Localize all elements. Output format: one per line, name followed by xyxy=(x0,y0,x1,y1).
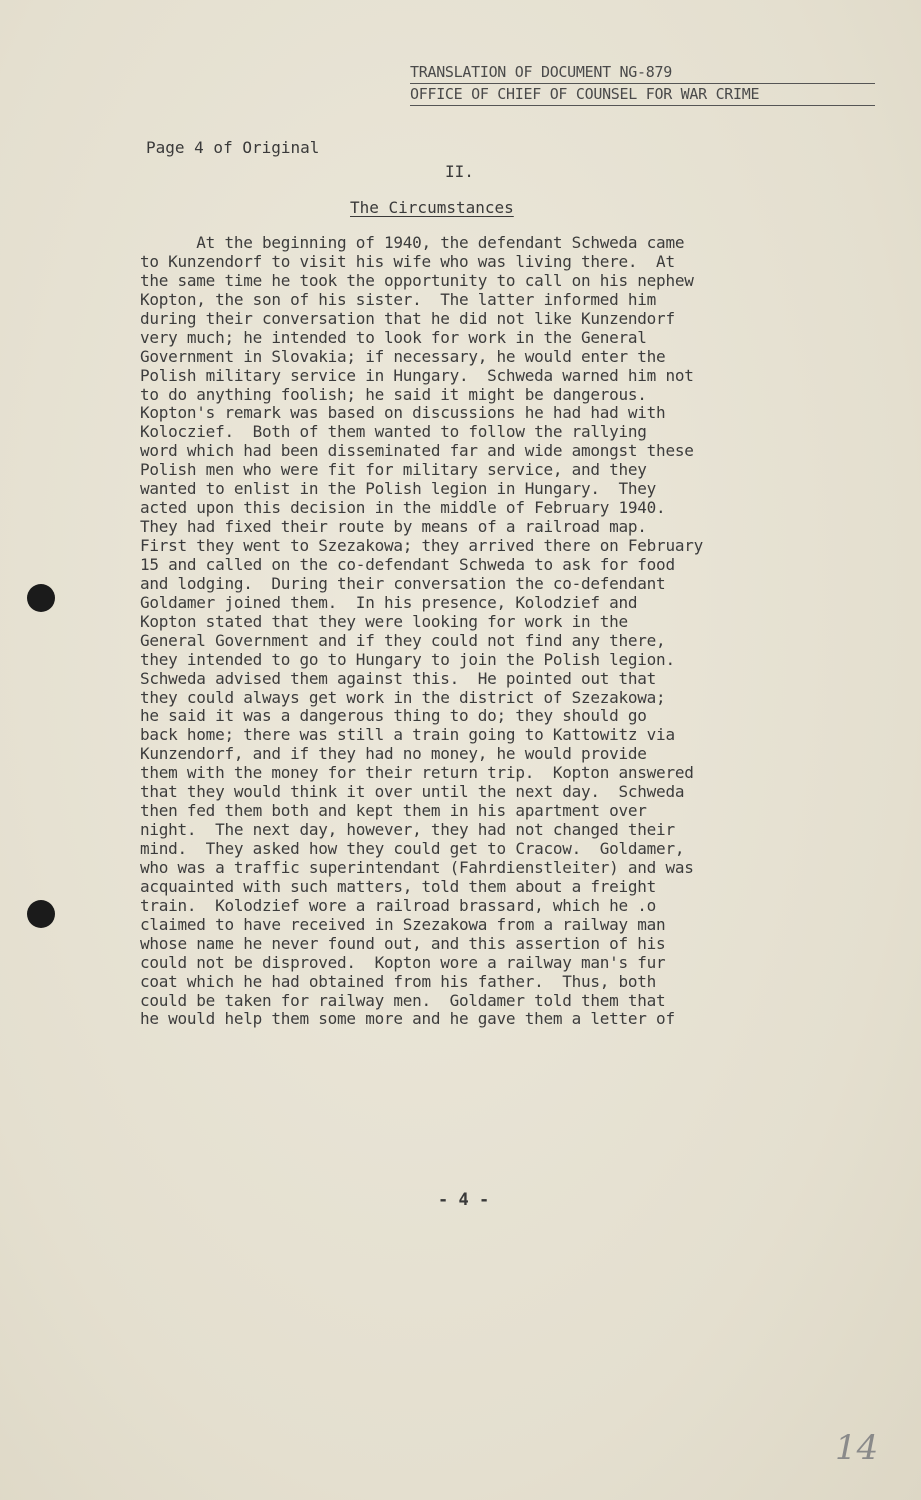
body-line: General Government and if they could not find any there, xyxy=(140,630,666,650)
body-line: could be taken for railway men. Goldamer told them that xyxy=(140,990,666,1010)
body-line: them with the money for their return trip. Kopton answered xyxy=(140,763,694,783)
body-line: Polish military service in Hungary. Schweda warned him not xyxy=(140,365,694,385)
punch-hole-bottom xyxy=(27,900,55,928)
body-line: they intended to go to Hungary to join the Polish legion. xyxy=(140,649,675,669)
body-line: could not be disproved. Kopton wore a railway man's fur xyxy=(140,952,666,972)
body-line: during their conversation that he did not like Kunzendorf xyxy=(140,308,675,328)
body-line: whose name he never found out, and this assertion of his xyxy=(140,933,666,953)
body-line: night. The next day, however, they had not changed their xyxy=(140,820,675,840)
body-line: word which had been disseminated far and wide amongst these xyxy=(140,441,694,461)
body-line: claimed to have received in Szezakowa from a railway man xyxy=(140,914,666,934)
handwritten-folio-number: 14 xyxy=(835,1428,879,1468)
body-line: 15 and called on the co-defendant Schweda to ask for food xyxy=(140,554,675,574)
body-line: back home; there was still a train going to Kattowitz via xyxy=(140,725,675,745)
body-line: Polish men who were fit for military service, and they xyxy=(140,460,647,480)
document-header xyxy=(410,62,875,106)
body-line: Kopton stated that they were looking for work in the xyxy=(140,611,628,631)
header-line-2: OFFICE OF CHIEF OF COUNSEL FOR WAR CRIME xyxy=(410,84,875,106)
page-reference: Page 4 of Original xyxy=(146,138,320,157)
body-line: train. Kolodzief wore a railroad brassard, which he .o xyxy=(140,895,657,915)
body-line: Government in Slovakia; if necessary, he would enter the xyxy=(140,346,666,366)
body-line: the same time he took the opportunity to call on his nephew xyxy=(140,270,694,290)
body-line: Schweda advised them against this. He pointed out that xyxy=(140,668,657,688)
section-title: The Circumstances xyxy=(350,198,514,217)
body-line: At the beginning of 1940, the defendant Schweda came xyxy=(140,233,685,252)
body-line: that they would think it over until the next day. Schweda xyxy=(140,782,685,802)
body-line: Kopton, the son of his sister. The latter informed him xyxy=(140,289,657,309)
body-line: coat which he had obtained from his father. Thus, both xyxy=(140,971,657,991)
body-line: to Kunzendorf to visit his wife who was living there. At xyxy=(140,251,675,271)
body-line: to do anything foolish; he said it might be dangerous. xyxy=(140,384,647,404)
page-number: - 4 - xyxy=(438,1190,490,1210)
body-paragraph xyxy=(140,234,840,1029)
body-line: who was a traffic superintendant (Fahrdienstleiter) and was xyxy=(140,857,694,877)
body-line: They had fixed their route by means of a railroad map. xyxy=(140,517,647,537)
body-line: Goldamer joined them. In his presence, Kolodzief and xyxy=(140,592,638,612)
section-number: II. xyxy=(445,162,474,181)
body-line: and lodging. During their conversation the co-defendant xyxy=(140,573,666,593)
body-line: acquainted with such matters, told them about a freight xyxy=(140,876,657,896)
body-line: First they went to Szezakowa; they arrived there on February xyxy=(140,536,703,555)
body-line: very much; he intended to look for work in the General xyxy=(140,327,647,347)
body-line: Kunzendorf, and if they had no money, he would provide xyxy=(140,744,647,764)
body-line: Koloczief. Both of them wanted to follow the rallying xyxy=(140,422,647,442)
body-line: then fed them both and kept them in his apartment over xyxy=(140,801,647,821)
body-line: he would help them some more and he gave them a letter of xyxy=(140,1009,675,1029)
body-line: he said it was a dangerous thing to do; they should go xyxy=(140,706,647,726)
body-line: wanted to enlist in the Polish legion in Hungary. They xyxy=(140,479,657,499)
body-line: mind. They asked how they could get to Cracow. Goldamer, xyxy=(140,839,685,858)
header-line-1: TRANSLATION OF DOCUMENT NG-879 xyxy=(410,62,875,84)
body-line: acted upon this decision in the middle of February 1940. xyxy=(140,498,666,518)
body-line: they could always get work in the district of Szezakowa; xyxy=(140,687,666,707)
punch-hole-top xyxy=(27,584,55,612)
body-line: Kopton's remark was based on discussions he had had with xyxy=(140,403,666,423)
